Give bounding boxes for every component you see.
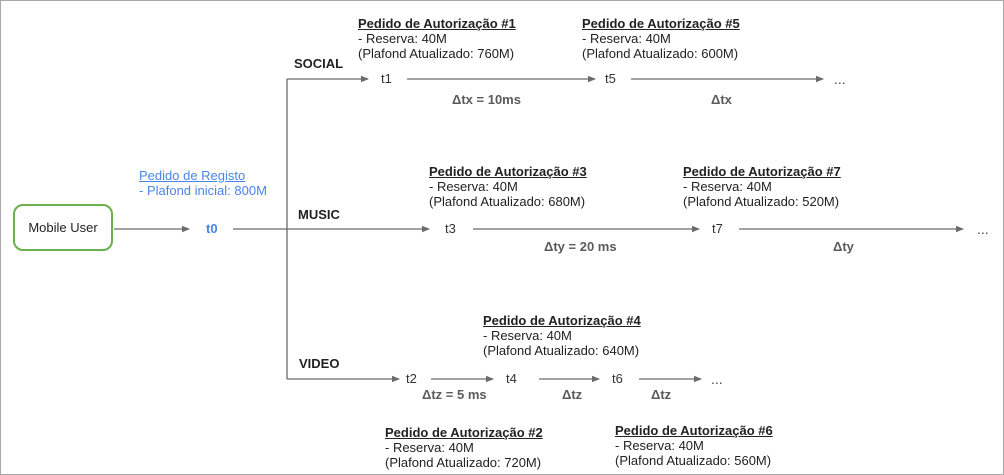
track-label-music: MUSIC bbox=[298, 207, 340, 222]
authorization-request-2 bbox=[385, 425, 543, 470]
time-point-t7: t7 bbox=[712, 221, 723, 236]
authorization-updated-plafond: (Plafond Atualizado: 560M) bbox=[615, 453, 772, 468]
registration-title: Pedido de Registo bbox=[139, 168, 246, 183]
time-point-t2: t2 bbox=[406, 371, 417, 386]
authorization-title: Pedido de Autorização #2 bbox=[385, 425, 543, 440]
track-label-social: SOCIAL bbox=[294, 56, 344, 71]
mobile-user-node bbox=[13, 204, 113, 251]
authorization-reserve: - Reserva: 40M bbox=[358, 31, 447, 46]
time-point-t6: t6 bbox=[612, 371, 623, 386]
authorization-title: Pedido de Autorização #5 bbox=[582, 16, 740, 31]
authorization-reserve: - Reserva: 40M bbox=[429, 179, 518, 194]
registration-initial-plafond: - Plafond inicial: 800M bbox=[139, 183, 267, 198]
authorization-title: Pedido de Autorização #3 bbox=[429, 164, 587, 179]
delta-music-2: Δty bbox=[833, 239, 854, 254]
registration-request bbox=[139, 168, 267, 198]
delta-video-2: Δtz bbox=[562, 387, 583, 402]
ellipsis-social: ... bbox=[834, 71, 846, 87]
authorization-request-6 bbox=[615, 423, 773, 468]
ellipsis-video: ... bbox=[711, 371, 723, 387]
authorization-updated-plafond: (Plafond Atualizado: 720M) bbox=[385, 455, 542, 470]
authorization-reserve: - Reserva: 40M bbox=[683, 179, 772, 194]
time-point-t4: t4 bbox=[506, 371, 517, 386]
authorization-reserve: - Reserva: 40M bbox=[385, 440, 474, 455]
authorization-updated-plafond: (Plafond Atualizado: 600M) bbox=[582, 46, 739, 61]
ellipsis-music: ... bbox=[977, 221, 989, 237]
flow-diagram-canvas bbox=[1, 1, 1003, 474]
authorization-updated-plafond: (Plafond Atualizado: 520M) bbox=[683, 194, 840, 209]
delta-social-2: Δtx bbox=[711, 92, 732, 107]
authorization-request-5 bbox=[582, 16, 740, 61]
delta-social-1: Δtx = 10ms bbox=[452, 92, 521, 107]
authorization-updated-plafond: (Plafond Atualizado: 760M) bbox=[358, 46, 515, 61]
authorization-request-7 bbox=[683, 164, 841, 209]
mobile-user-label: Mobile User bbox=[28, 220, 98, 235]
authorization-reserve: - Reserva: 40M bbox=[582, 31, 671, 46]
time-point-t0: t0 bbox=[206, 221, 218, 236]
authorization-reserve: - Reserva: 40M bbox=[615, 438, 704, 453]
authorization-title: Pedido de Autorização #7 bbox=[683, 164, 841, 179]
delta-video-3: Δtz bbox=[651, 387, 672, 402]
authorization-updated-plafond: (Plafond Atualizado: 640M) bbox=[483, 343, 640, 358]
delta-music-1: Δty = 20 ms bbox=[544, 239, 617, 254]
authorization-title: Pedido de Autorização #6 bbox=[615, 423, 773, 438]
time-point-t5: t5 bbox=[605, 71, 616, 86]
authorization-title: Pedido de Autorização #1 bbox=[358, 16, 516, 31]
time-point-t3: t3 bbox=[445, 221, 456, 236]
authorization-request-1 bbox=[358, 16, 516, 61]
authorization-updated-plafond: (Plafond Atualizado: 680M) bbox=[429, 194, 586, 209]
authorization-title: Pedido de Autorização #4 bbox=[483, 313, 641, 328]
track-label-video: VIDEO bbox=[299, 356, 340, 371]
authorization-reserve: - Reserva: 40M bbox=[483, 328, 572, 343]
time-point-t1: t1 bbox=[381, 71, 392, 86]
delta-video-1: Δtz = 5 ms bbox=[422, 387, 487, 402]
authorization-request-3 bbox=[429, 164, 587, 209]
authorization-request-4 bbox=[483, 313, 641, 358]
